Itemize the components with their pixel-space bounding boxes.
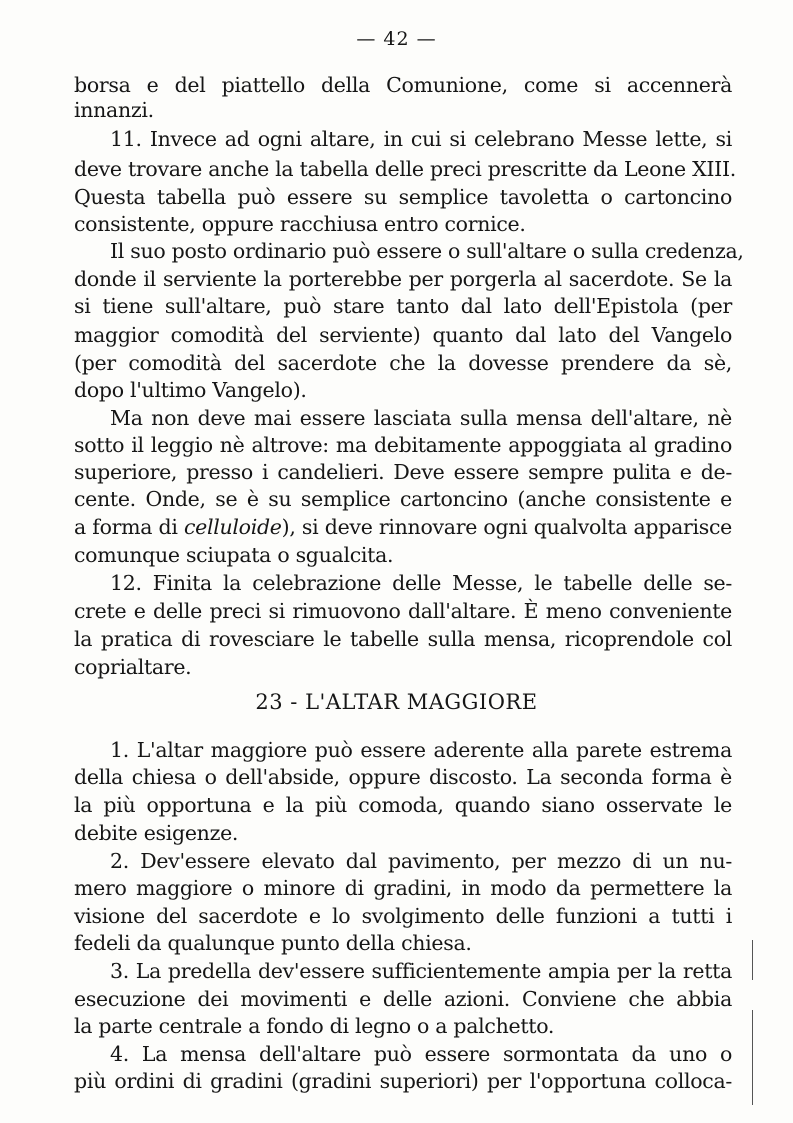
margin-mark bbox=[752, 1010, 753, 1105]
text-line: maggior comodità del serviente) quanto dal lato del Vangelo bbox=[74, 323, 732, 347]
text-line: (per comodità del sacerdote che la dovesse prendere da sè, bbox=[74, 351, 732, 375]
page-number: — 42 — bbox=[356, 28, 437, 50]
text-line: 2. Dev'essere elevato dal pavimento, per mezzo di un nu- bbox=[110, 849, 732, 873]
text-line: crete e delle preci si rimuovono dall'altare. È meno conveniente bbox=[74, 599, 732, 623]
text-line: debite esigenze. bbox=[74, 821, 239, 845]
text-line: sotto il leggio nè altrove: ma debitamente appoggiata al gradino bbox=[74, 433, 732, 457]
section-heading: 23 - L'ALTAR MAGGIORE bbox=[255, 690, 538, 714]
text-line: la pratica di rovesciare le tabelle sulla mensa, ricoprendole col bbox=[74, 627, 732, 651]
text-line: mero maggiore o minore di gradini, in modo da permettere la bbox=[74, 876, 732, 900]
text-line: più ordini di gradini (gradini superiori) per l'opportuna colloca- bbox=[74, 1069, 732, 1093]
text-line: 4. La mensa dell'altare può essere sormontata da uno o bbox=[110, 1042, 732, 1066]
text-line: consistente, oppure racchiusa entro cornice. bbox=[74, 212, 526, 236]
text-line: comunque sciupata o sgualcita. bbox=[74, 543, 394, 567]
text-line: Ma non deve mai essere lasciata sulla mensa dell'altare, nè bbox=[110, 406, 732, 430]
text-line: si tiene sull'altare, può stare tanto dal lato dell'Epistola (per bbox=[74, 294, 732, 318]
text-line: donde il serviente la porterebbe per porgerla al sacerdote. Se la bbox=[74, 267, 732, 291]
text-line: cente. Onde, se è su semplice cartoncino (anche consistente e bbox=[74, 487, 732, 511]
text-line: Il suo posto ordinario può essere o sull'altare o sulla credenza, bbox=[110, 239, 744, 263]
text-line: 12. Finita la celebrazione delle Messe, le tabelle delle se- bbox=[110, 571, 732, 595]
text-line: fedeli da qualunque punto della chiesa. bbox=[74, 931, 472, 955]
text-line: deve trovare anche la tabella delle preci prescritte da Leone XIII. bbox=[74, 157, 736, 181]
text-line: Questa tabella può essere su semplice tavoletta o cartoncino bbox=[74, 185, 732, 209]
text-line: la più opportuna e la più comoda, quando siano osservate le bbox=[74, 793, 732, 817]
text-line: esecuzione dei movimenti e delle azioni. Conviene che abbia bbox=[74, 987, 732, 1011]
text-line: superiore, presso i candelieri. Deve essere sempre pulita e de- bbox=[74, 460, 732, 484]
text-line: la parte centrale a fondo di legno o a palchetto. bbox=[74, 1014, 555, 1038]
text-line: 3. La predella dev'essere sufficientemente ampia per la retta bbox=[110, 959, 732, 983]
text-line: 11. Invece ad ogni altare, in cui si celebrano Messe lette, si bbox=[110, 127, 732, 151]
text-line: 1. L'altar maggiore può essere aderente alla parete estrema bbox=[110, 738, 732, 762]
text-line: visione del sacerdote e lo svolgimento delle funzioni a tutti i bbox=[74, 904, 732, 928]
text-line: coprialtare. bbox=[74, 655, 192, 679]
text-line: borsa e del piattello della Comunione, come si accennerà bbox=[74, 73, 732, 97]
text-line: a forma di celluloide), si deve rinnovare ogni qualvolta apparisce bbox=[74, 515, 732, 539]
italic-word: celluloide bbox=[184, 515, 282, 539]
text-line: innanzi. bbox=[74, 98, 154, 122]
margin-mark bbox=[752, 940, 753, 980]
text-line: della chiesa o dell'abside, oppure discosto. La seconda forma è bbox=[74, 765, 732, 789]
text-line: dopo l'ultimo Vangelo). bbox=[74, 378, 307, 402]
